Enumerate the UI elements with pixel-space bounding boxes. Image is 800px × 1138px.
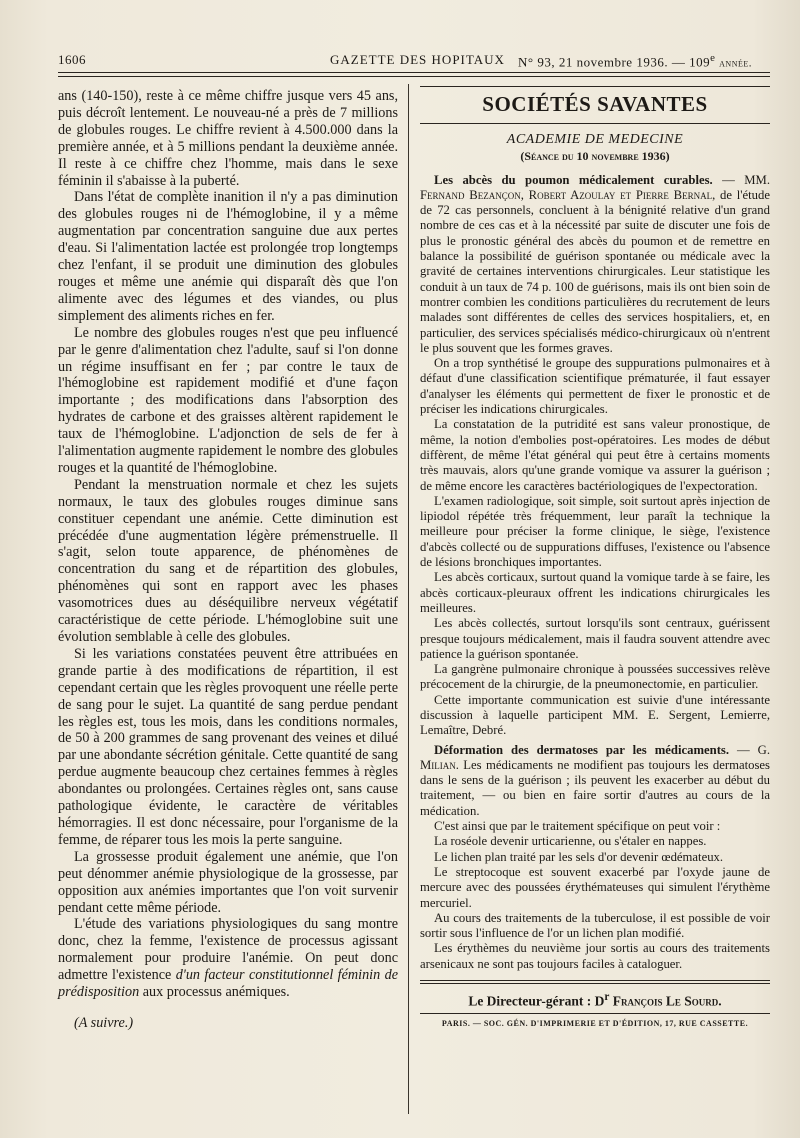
paragraph: ans (140-150), reste à ce même chiffre jusque vers 45 ans, puis décroît lentement. Le nouveau-né a près de 7 millions de globules rouges. Le chiffre revient à 4.500.000 dans la première année, et à 5 millions pendant la deuxième année. Il reste à ce chiffre chez l'homme, mais dans le sexe féminin il s'abaisse à la puberté. [58, 88, 398, 189]
title-rule-top [420, 86, 770, 87]
director-line: Le Directeur-gérant : $D^r$ François Le Sourd. [468, 991, 722, 1009]
paragraph: La grossesse produit également une anémie, que l'on peut dénommer anémie physiologique de la grossesse, par opposition aux anémies importantes que l'on voit survenir pendant cette même période. [58, 848, 398, 916]
article-2-author: G. Milian. [420, 742, 771, 772]
left-column [58, 88, 398, 1032]
paragraph: Les abcès corticaux, surtout quand la vomique tarde à se faire, les abcès corticaux-pleuraux offrent les indications chirurgicales les meilleures. [420, 570, 770, 615]
to-follow-note: (A suivre.) [74, 1014, 134, 1031]
article-2-title: Déformation des dermatoses par les médicaments. [434, 742, 730, 757]
title-rule-bottom [420, 123, 770, 124]
section-title: SOCIÉTÉS SAVANTES [482, 92, 708, 116]
paragraph: Les érythèmes du neuvième jour sortis au cours des traitements arsenicaux ne sont pas toujours faciles à cataloguer. [420, 941, 770, 971]
journal-title: GAZETTE DES HOPITAUX [330, 52, 505, 67]
paragraph: C'est ainsi que par le traitement spécifique on peut voir : [434, 819, 721, 834]
article-1-lead: Les abcès du poumon médicalement curables. — MM. Fernand Bezançon, Robert Azoulay et Pierre Bernal, de l'étude de 72 cas personnels, concluent à la bénignité relative d'un grand nombre de ces cas et à la nécessité par suite de discuter une fois de plus le pronostic général des abcès du poumon et de remettre en balance la possibilité de guérison spontanée ou médicale avec la gravité de certaines interventions chirurgicales. Leur statistique les conduit à un taux de 74 p. 100 de guérisons, mais ils ont bien soin de montrer combien les conditions particulières du recrutement de leurs malades sont différentes de celles des services hospitaliers, et, en particulier, des services spécialisés médico-chirurgicaux où n'entrent le plus souvent que les formes graves. [420, 172, 771, 355]
paragraph: La constatation de la putridité est sans valeur pronostique, de même, la notion d'embolies post-opératoires. Les modes de début diffèrent, de même l'état général qui peut être à certains moments très mauvais, alors qu'une grande vomique va assurer la guérison ; de même encore les caractères bactériologiques de l'expectoration. [420, 417, 770, 493]
imprint-rule [420, 1013, 770, 1014]
page-number: 1606 [58, 52, 86, 67]
paragraph: Si les variations constatées peuvent être attribuées en grande partie à des modifications de répartition, il est cependant certain que les règles provoquent une réelle perte de sang pour le sujet. La quantité de sang perdue pendant les règles est, tous les mois, dans les conditions normales, de 50 à 200 grammes de sang provenant des veines et dilué par une abondante sécrétion génitale. Cette quantité de sang perdue augmente beaucoup chez certaines femmes à règles abondantes ou prolongées. Certaines règles ont, sans cause pathologique évidente, le caractère de véritables hémorragies. Il est donc nécessaire, pour l'organisme de la femme, de réparer tous les mois la perte sanguine. [58, 645, 398, 848]
article-1-title: Les abcès du poumon médicalement curables. [434, 172, 713, 187]
paragraph: La gangrène pulmonaire chronique à poussées successives relève précocement de la chirurgie, de la pneumonectomie, en particulier. [420, 662, 770, 692]
session-date: (Séance du 10 novembre 1936) [520, 149, 670, 164]
paragraph: Le streptocoque est souvent exacerbé par l'oxyde jaune de mercure avec des poussées érythémateuses qui simulent l'érythème mercuriel. [420, 864, 770, 910]
header-rule [58, 72, 770, 73]
right-column [420, 86, 770, 1031]
paragraph: Pendant la menstruation normale et chez les sujets normaux, le taux des globules rouges diminue sans constituer cependant une anémie. Cette diminution est précédée d'une augmentation légère prémenstruelle. Il s'agit, selon toute apparence, de phénomènes de concentration du sang et de répartition des globules, phénomènes qui sont en rapport avec les phases vasomotrices dues au déséquilibre nerveux végétatif caractéristique de cette période. L'hémoglobine suit une évolution semblable à celle des globules. [58, 476, 398, 645]
printer-imprint: PARIS. — SOC. GÉN. D'IMPRIMERIE ET D'ÉDITION, 17, RUE CASSETTE. [441, 1018, 749, 1028]
article-2-lead: Déformation des dermatoses par les médicaments. — G. Milian. Les médicaments ne modifient pas toujours les dermatoses dans le sens de la guérison ; ils peuvent les exacerber au début du traitement, — ou bien en faire sortir d'autres au cours de la médication. [420, 742, 771, 818]
paragraph-conclusion: L'étude des variations physiologiques du sang montre donc, chez la femme, l'existence de processus agissant normalement pour produire l'anémie. On peut donc admettre l'existence d'un facteur constitutionnel féminin de prédisposition aux processus anémiques. [58, 916, 398, 1001]
paragraph: Le lichen plan traité par les sels d'or devenir œdémateux. [434, 849, 724, 864]
header-rule-2 [58, 76, 770, 77]
paragraph: La roséole devenir urticarienne, ou s'étaler en nappes. [434, 834, 707, 849]
director-rule-2 [420, 983, 770, 984]
paragraph: Dans l'état de complète inanition il n'y a pas diminution des globules rouges ni de l'hémoglobine, il y a même augmentation par concentration sanguine due aux pertes d'eau. Si l'alimentation lactée est prolongée trop longtemps chez l'enfant, il se produit une diminution des globules rouges et même une anémie qui disparaît dès que l'on alimente avec des légumes et des viandes, ou plus simplement des aliments riches en fer. [58, 189, 398, 324]
paragraph: Le nombre des globules rouges n'est que peu influencé par le genre d'alimentation chez l'adulte, sauf si l'on donne un régime insuffisant en fer ; par contre le taux de l'hémoglobine est rapidement modifié et d'une façon importante ; des modifications dans l'absorption des hydrates de carbone et des graisses altèrent rapidement le taux de l'hémoglobine. L'adjonction de sels de fer à l'alimentation augmente rapidement le nombre des globules rouges et la quantité de l'hémoglobine. [58, 324, 398, 476]
article-1-authors: Fernand Bezançon, Robert Azoulay et Pierre Bernal, [420, 187, 716, 202]
paragraph: Au cours des traitements de la tuberculose, il est possible de voir sortir sous l'influence de l'or un lichen plan modifié. [420, 910, 770, 941]
paragraph: Cette importante communication est suivie d'une intéressante discussion à laquelle participent MM. E. Sergent, Lemierre, Lemaître, Debré. [420, 692, 770, 738]
paragraph: Les abcès collectés, surtout lorsqu'ils sont centraux, guérissent presque toujours médicalement, mais il faudra souvent attendre avec patience la guérison spontanée. [420, 616, 770, 661]
director-rule [420, 980, 770, 981]
issue-info: N° 93, 21 novembre 1936. — 109e année. [518, 52, 752, 70]
paragraph: L'examen radiologique, soit simple, soit surtout après injection de lipiodol répétée très fréquemment, leur paraît la technique la meilleure pour préciser la forme clinique, le siège, l'existence d'abcès collecté ou de suppurations diffuses, l'existence ou l'absence de lésions bronchiques importantes. [420, 493, 770, 570]
academy-heading: ACADEMIE DE MEDECINE [506, 132, 684, 147]
column-divider [408, 84, 409, 1114]
paragraph: On a trop synthétisé le groupe des suppurations pulmonaires et à défaut d'une classification scientifique prématurée, il faut essayer d'analyser les éléments qui permettent de fixer le pronostic et de préciser les indications chirurgicales. [420, 356, 770, 417]
page-header [58, 50, 770, 70]
